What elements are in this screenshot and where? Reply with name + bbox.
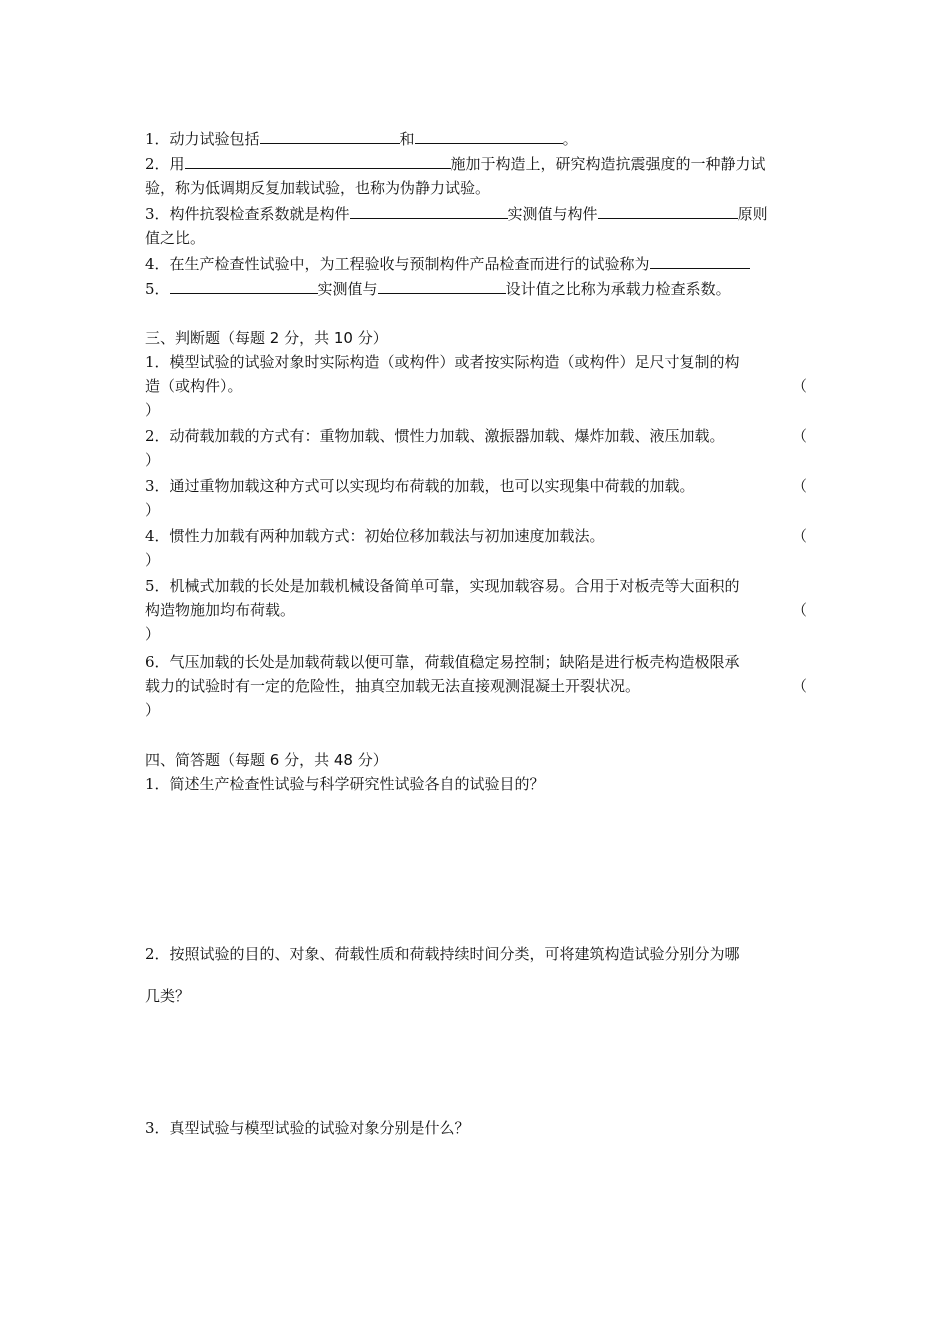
answer-paren-open[interactable]: （ (792, 477, 808, 495)
answer-paren-open[interactable]: （ (792, 527, 808, 545)
judge-question-1-cont: 造（或构件）。 (145, 377, 243, 395)
judge-question-5-cont: 构造物施加均布荷载。 (145, 601, 296, 619)
fill-question-3-cont: 值之比。 (145, 229, 206, 247)
short-question-3: 3．真型试验与模型试验的试验对象分别是什么？ (145, 1119, 470, 1137)
answer-blank[interactable] (378, 278, 506, 294)
short-answer-section-heading: 四、简答题（每题 6 分，共 48 分） (145, 751, 388, 769)
answer-paren-close: ） (145, 701, 161, 719)
short-question-2: 2．按照试验的目的、对象、荷载性质和荷载持续时间分类，可将建筑构造试验分别分为哪 (145, 945, 740, 963)
judge-section-heading: 三、判断题（每题 2 分，共 10 分） (145, 329, 388, 347)
fill-question-3: 3．构件抗裂检查系数就是构件 实测值与构件 原则 (145, 205, 768, 223)
answer-paren-open[interactable]: （ (792, 427, 808, 445)
short-question-2-cont: 几类？ (145, 987, 191, 1005)
judge-question-6-cont: 载力的试验时有一定的危险性，抽真空加载无法直接观测混凝土开裂状况。 (145, 677, 641, 695)
answer-paren-close: ） (145, 501, 161, 519)
fill-question-2: 2．用 施加于构造上，研究构造抗震强度的一种静力试 (145, 155, 766, 173)
answer-paren-close: ） (145, 625, 161, 643)
answer-paren-open[interactable]: （ (792, 677, 808, 695)
answer-blank[interactable] (650, 253, 750, 269)
judge-question-4: 4．惯性力加载有两种加载方式：初始位移加载法与初加速度加载法。 (145, 527, 605, 545)
answer-blank[interactable] (415, 128, 563, 144)
answer-paren-close: ） (145, 451, 161, 469)
fill-question-4: 4．在生产检查性试验中，为工程验收与预制构件产品检查而进行的试验称为 (145, 253, 750, 274)
judge-question-1: 1．模型试验的试验对象时实际构造（或构件）或者按实际构造（或构件）足尺寸复制的构 (145, 353, 740, 371)
answer-paren-open[interactable]: （ (792, 601, 808, 619)
fill-question-2-cont: 验，称为低调期反复加载试验，也称为伪静力试验。 (145, 179, 491, 197)
judge-question-5: 5．机械式加载的长处是加载机械设备简单可靠，实现加载容易。合用于对板壳等大面积的 (145, 577, 740, 595)
judge-question-6: 6．气压加载的长处是加载荷载以便可靠，荷载值稳定易控制；缺陷是进行板壳构造极限承 (145, 653, 740, 671)
answer-blank[interactable] (170, 278, 318, 294)
answer-paren-open[interactable]: （ (792, 377, 808, 395)
fill-question-5: 5． 实测值与 设计值之比称为承载力检查系数。 (145, 280, 731, 298)
short-question-1: 1．简述生产检查性试验与科学研究性试验各自的试验目的？ (145, 775, 545, 793)
answer-blank[interactable] (185, 153, 451, 169)
answer-paren-close: ） (145, 401, 161, 419)
answer-blank[interactable] (350, 203, 508, 219)
fill-question-1: 1．动力试验包括 和 。 (145, 130, 578, 148)
judge-question-2: 2．动荷载加载的方式有：重物加载、惯性力加载、激振器加载、爆炸加载、液压加载。 (145, 427, 725, 445)
answer-blank[interactable] (260, 128, 400, 144)
answer-paren-close: ） (145, 551, 161, 569)
judge-question-3: 3．通过重物加载这种方式可以实现均布荷载的加载，也可以实现集中荷载的加载。 (145, 477, 695, 495)
answer-blank[interactable] (598, 203, 738, 219)
